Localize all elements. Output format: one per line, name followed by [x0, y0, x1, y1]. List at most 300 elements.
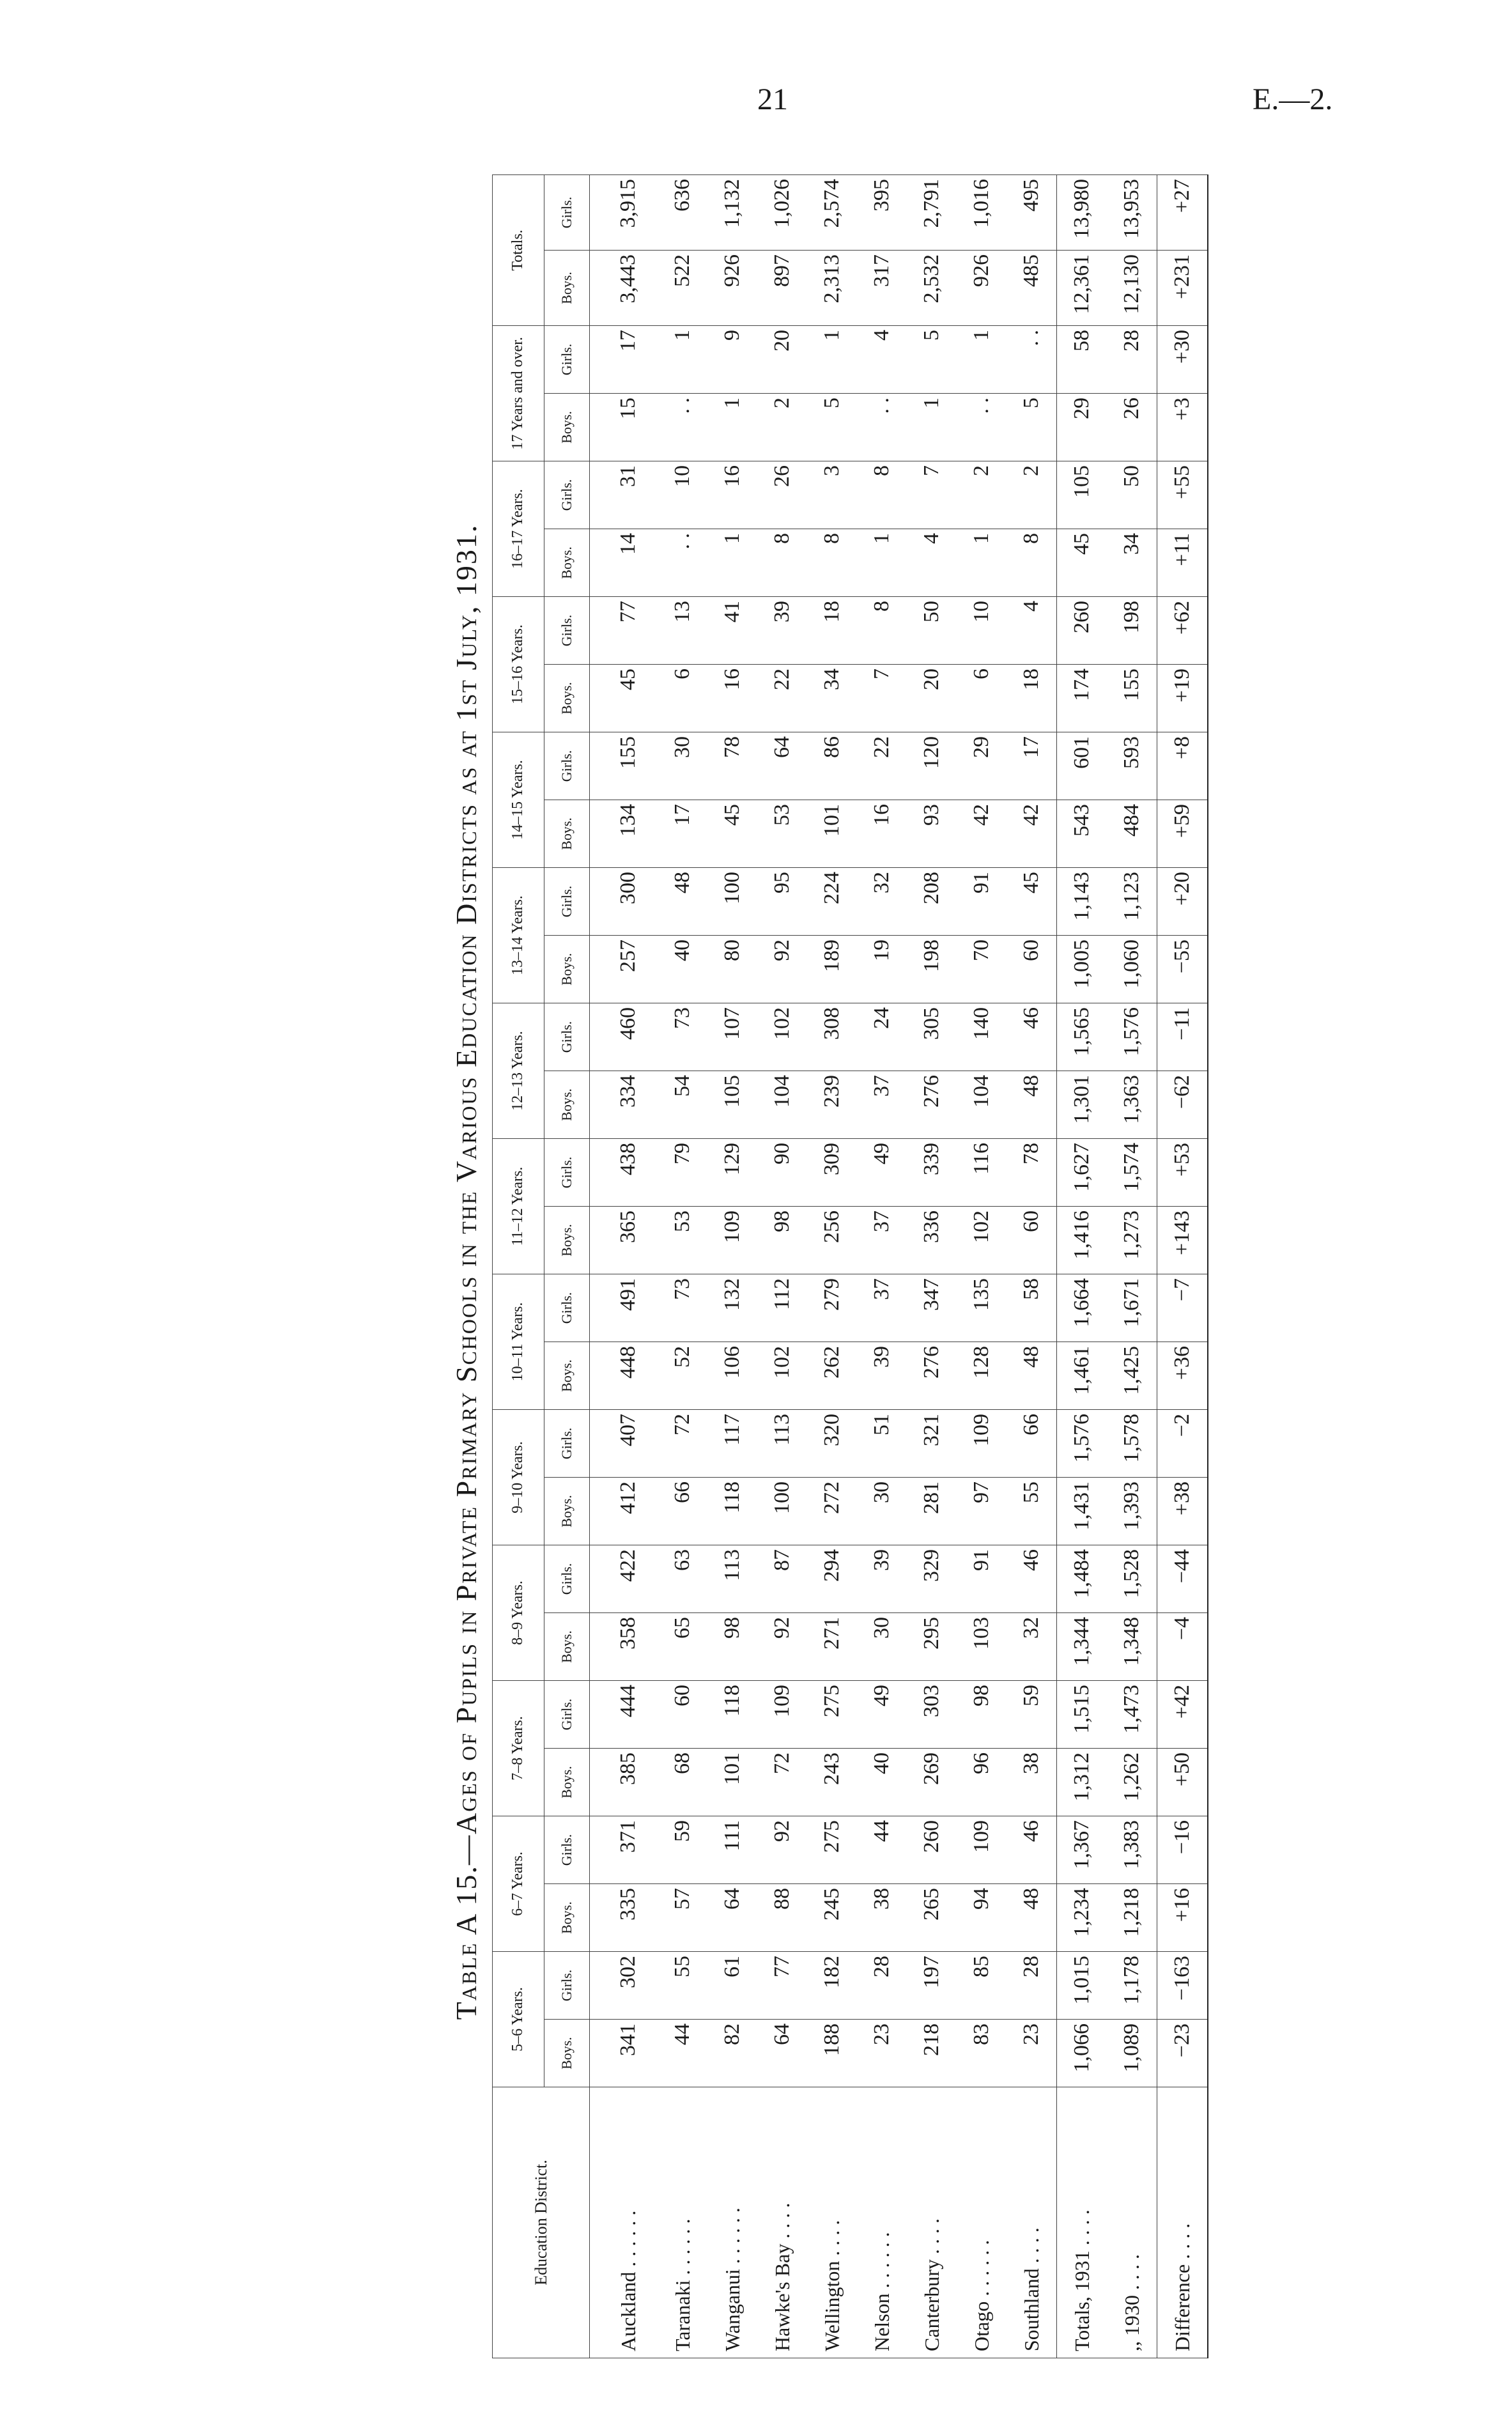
table-row [590, 174, 658, 2358]
table-cell: 1,578 [1107, 1410, 1157, 1478]
table-cell: +11 [1157, 529, 1208, 596]
table-cell: 109 [757, 1681, 807, 1749]
table-cell: 1,218 [1107, 1884, 1157, 1952]
table-cell: 46 [1007, 1816, 1057, 1884]
table-cell: 1 [707, 393, 757, 461]
table-cell: 5 [807, 393, 857, 461]
table-cell: 23 [857, 2020, 907, 2087]
table-cell: 5 [907, 325, 957, 393]
table-cell: 17 [1007, 732, 1057, 800]
table-cell: . . [1007, 325, 1057, 393]
table-cell: 1,273 [1107, 1206, 1157, 1274]
table-cell: 1 [957, 325, 1007, 393]
table-cell: 260 [907, 1816, 957, 1884]
table-cell: 224 [807, 867, 857, 935]
table-cell: 1,312 [1057, 1749, 1107, 1816]
table-cell: 102 [957, 1206, 1007, 1274]
table-cell: 132 [707, 1274, 757, 1342]
table-cell: 65 [658, 1613, 707, 1681]
table-cell: 64 [757, 2020, 807, 2087]
age-group-header: 7–8 Years. [493, 1681, 544, 1816]
table-cell: 1,473 [1107, 1681, 1157, 1749]
table-cell: +55 [1157, 461, 1208, 529]
table-cell: 1 [857, 529, 907, 596]
table-cell: 1,234 [1057, 1884, 1107, 1952]
table-cell: 20 [907, 664, 957, 732]
table-cell: 77 [590, 596, 658, 664]
table-cell: 385 [590, 1749, 658, 1816]
table-cell: +62 [1157, 596, 1208, 664]
table-cell: 1,132 [707, 174, 757, 250]
table-cell: 92 [757, 1613, 807, 1681]
age-group-header: Totals. [493, 174, 544, 325]
table-cell: 2 [957, 461, 1007, 529]
table-cell: +53 [1157, 1138, 1208, 1206]
table-cell: 495 [1007, 174, 1057, 250]
table-cell: 39 [757, 596, 807, 664]
table-cell: +38 [1157, 1478, 1208, 1545]
table-cell: 19 [857, 935, 907, 1003]
table-cell: 218 [907, 2020, 957, 2087]
table-cell: 321 [907, 1410, 957, 1478]
table-cell: 30 [857, 1613, 907, 1681]
table-cell: 63 [658, 1545, 707, 1613]
table-row [1107, 174, 1157, 2358]
table-cell: 1,015 [1057, 1952, 1107, 2020]
table-cell: 77 [757, 1952, 807, 2020]
table-cell: 134 [590, 800, 658, 867]
table-cell: +50 [1157, 1749, 1208, 1816]
table-cell: 96 [957, 1749, 1007, 1816]
table-cell: 37 [857, 1274, 907, 1342]
table-cell: 302 [590, 1952, 658, 2020]
table-cell: 305 [907, 1003, 957, 1071]
table-caption: —Ages of Pupils in Private Primary Schools in the Various Education Districts as at 1st July, 1931. [450, 523, 482, 1866]
age-group-header: 13–14 Years. [493, 867, 544, 1003]
page-number: 21 [757, 82, 788, 116]
table-cell: 522 [658, 250, 707, 325]
district-name: Taranaki . . . . . . [658, 2087, 707, 2358]
table-cell: 189 [807, 935, 857, 1003]
table-cell: 45 [590, 664, 658, 732]
table-cell: 140 [957, 1003, 1007, 1071]
table-cell: 29 [1057, 393, 1107, 461]
table-cell: +19 [1157, 664, 1208, 732]
table-cell: 28 [1007, 1952, 1057, 2020]
table-cell: 1,005 [1057, 935, 1107, 1003]
table-cell: 239 [807, 1071, 857, 1138]
table-cell: 1,393 [1107, 1478, 1157, 1545]
table-cell: 48 [1007, 1342, 1057, 1410]
table-cell: 17 [590, 325, 658, 393]
table-row [807, 174, 857, 2358]
table-cell: 295 [907, 1613, 957, 1681]
table-cell: 257 [590, 935, 658, 1003]
table-cell: 22 [757, 664, 807, 732]
table-cell: 92 [757, 935, 807, 1003]
table-cell: 281 [907, 1478, 957, 1545]
table-cell: 8 [757, 529, 807, 596]
table-cell: 38 [1007, 1749, 1057, 1816]
table-cell: 1,026 [757, 174, 807, 250]
table-cell: 64 [757, 732, 807, 800]
table-cell: 88 [757, 1884, 807, 1952]
table-cell: 23 [1007, 2020, 1057, 2087]
table-cell: 107 [707, 1003, 757, 1071]
table-cell: 32 [857, 867, 907, 935]
document-reference: E.—2. [1253, 82, 1333, 116]
age-group-header: 16–17 Years. [493, 461, 544, 596]
table-cell: 407 [590, 1410, 658, 1478]
table-cell: 7 [907, 461, 957, 529]
boys-subheader: Boys. [544, 250, 590, 325]
table-cell: 260 [1057, 596, 1107, 664]
table-cell: 70 [957, 935, 1007, 1003]
table-cell: 269 [907, 1749, 957, 1816]
table-cell: 412 [590, 1478, 658, 1545]
table-cell: 1,416 [1057, 1206, 1107, 1274]
table-cell: 109 [957, 1816, 1007, 1884]
table-cell: 40 [658, 935, 707, 1003]
table-cell: 4 [857, 325, 907, 393]
boys-subheader: Boys. [544, 1749, 590, 1816]
table-cell: 78 [707, 732, 757, 800]
table-cell: 113 [757, 1410, 807, 1478]
girls-subheader: Girls. [544, 1545, 590, 1613]
table-cell: 17 [658, 800, 707, 867]
table-cell: 104 [957, 1071, 1007, 1138]
table-cell: 78 [1007, 1138, 1057, 1206]
age-group-header: 6–7 Years. [493, 1816, 544, 1952]
girls-subheader: Girls. [544, 1816, 590, 1884]
table-cell: 45 [1007, 867, 1057, 935]
table-cell: 294 [807, 1545, 857, 1613]
table-cell: −2 [1157, 1410, 1208, 1478]
table-cell: 438 [590, 1138, 658, 1206]
table-cell: 1,367 [1057, 1816, 1107, 1884]
table-cell: 335 [590, 1884, 658, 1952]
age-group-header: 8–9 Years. [493, 1545, 544, 1681]
table-cell: 48 [1007, 1884, 1057, 1952]
table-cell: 1,576 [1107, 1003, 1157, 1071]
table-cell: 49 [857, 1681, 907, 1749]
table-cell: 2,532 [907, 250, 957, 325]
table-cell: 40 [857, 1749, 907, 1816]
table-cell: 94 [957, 1884, 1007, 1952]
table-cell: 2,313 [807, 250, 857, 325]
table-cell: 371 [590, 1816, 658, 1884]
table-cell: −62 [1157, 1071, 1208, 1138]
table-cell: 1,431 [1057, 1478, 1107, 1545]
age-group-header: 5–6 Years. [493, 1952, 544, 2087]
table-cell: 271 [807, 1613, 857, 1681]
table-cell: 116 [957, 1138, 1007, 1206]
table-cell: 1 [907, 393, 957, 461]
table-cell: +20 [1157, 867, 1208, 935]
table-cell: −163 [1157, 1952, 1208, 2020]
girls-subheader: Girls. [544, 1138, 590, 1206]
table-cell: −11 [1157, 1003, 1208, 1071]
table-cell: 12,130 [1107, 250, 1157, 325]
table-cell: 1,461 [1057, 1342, 1107, 1410]
table-cell: 112 [757, 1274, 807, 1342]
table-cell: 9 [707, 325, 757, 393]
table-cell: 87 [757, 1545, 807, 1613]
table-cell: 320 [807, 1410, 857, 1478]
table-cell: 20 [757, 325, 807, 393]
table-cell: 39 [857, 1545, 907, 1613]
table-cell: 60 [1007, 1206, 1057, 1274]
boys-subheader: Boys. [544, 1206, 590, 1274]
age-group-header: 15–16 Years. [493, 596, 544, 732]
table-cell: 86 [807, 732, 857, 800]
girls-subheader: Girls. [544, 732, 590, 800]
table-cell: 1,060 [1107, 935, 1157, 1003]
boys-subheader: Boys. [544, 935, 590, 1003]
table-cell: 1,016 [957, 174, 1007, 250]
table-cell: 8 [857, 461, 907, 529]
table-cell: +30 [1157, 325, 1208, 393]
table-cell: 1,671 [1107, 1274, 1157, 1342]
table-cell: 55 [1007, 1478, 1057, 1545]
table-row [757, 174, 807, 2358]
table-cell: 100 [707, 867, 757, 935]
table-cell: 1,574 [1107, 1138, 1157, 1206]
table-cell: +36 [1157, 1342, 1208, 1410]
table-cell: 926 [707, 250, 757, 325]
table-cell: 308 [807, 1003, 857, 1071]
table-cell: 2 [1007, 461, 1057, 529]
table-cell: 101 [807, 800, 857, 867]
table-cell: 265 [907, 1884, 957, 1952]
table-cell: 30 [658, 732, 707, 800]
table-cell: −23 [1157, 2020, 1208, 2087]
girls-subheader: Girls. [544, 596, 590, 664]
table-cell: 1,515 [1057, 1681, 1107, 1749]
table-cell: 29 [957, 732, 1007, 800]
table-cell: 1 [658, 325, 707, 393]
table-cell: 129 [707, 1138, 757, 1206]
table-cell: 92 [757, 1816, 807, 1884]
table-cell: 300 [590, 867, 658, 935]
table-cell: 601 [1057, 732, 1107, 800]
table-cell: 18 [807, 596, 857, 664]
table-cell: 46 [1007, 1003, 1057, 1071]
district-name: ,, 1930 . . . . [1107, 2087, 1157, 2358]
table-cell: 68 [658, 1749, 707, 1816]
boys-subheader: Boys. [544, 529, 590, 596]
table-cell: 1,089 [1107, 2020, 1157, 2087]
rotated-table-block [447, 178, 1227, 2358]
table-cell: 485 [1007, 250, 1057, 325]
table-cell: . . [857, 393, 907, 461]
table-row [1157, 174, 1208, 2358]
table-cell: 60 [658, 1681, 707, 1749]
age-group-header: 11–12 Years. [493, 1138, 544, 1274]
table-cell: 50 [907, 596, 957, 664]
table-cell: 15 [590, 393, 658, 461]
table-cell: 543 [1057, 800, 1107, 867]
table-cell: 90 [757, 1138, 807, 1206]
table-cell: 1,348 [1107, 1613, 1157, 1681]
table-cell: +3 [1157, 393, 1208, 461]
table-cell: 50 [1107, 461, 1157, 529]
table-title [447, 185, 486, 2358]
boys-subheader: Boys. [544, 1613, 590, 1681]
table-cell: 22 [857, 732, 907, 800]
table-cell: 4 [1007, 596, 1057, 664]
girls-subheader: Girls. [544, 867, 590, 935]
table-row [857, 174, 907, 2358]
table-cell: 7 [857, 664, 907, 732]
table-cell: 39 [857, 1342, 907, 1410]
table-cell: 2,574 [807, 174, 857, 250]
district-name: Hawke's Bay . . . . [757, 2087, 807, 2358]
table-cell: 42 [957, 800, 1007, 867]
table-cell: 113 [707, 1545, 757, 1613]
table-row [1007, 174, 1057, 2358]
table-row [1057, 174, 1107, 2358]
district-name: Canterbury . . . . [907, 2087, 957, 2358]
table-cell: 101 [707, 1749, 757, 1816]
table-cell: 444 [590, 1681, 658, 1749]
table-cell: 243 [807, 1749, 857, 1816]
age-group-header: 10–11 Years. [493, 1274, 544, 1409]
table-cell: 135 [957, 1274, 1007, 1342]
table-cell: 13 [658, 596, 707, 664]
table-cell: 593 [1107, 732, 1157, 800]
table-cell: 44 [857, 1816, 907, 1884]
table-cell: 1 [707, 529, 757, 596]
table-row [707, 174, 757, 2358]
table-cell: 1,484 [1057, 1545, 1107, 1613]
table-cell: 155 [1107, 664, 1157, 732]
table-cell: 16 [857, 800, 907, 867]
table-cell: 31 [590, 461, 658, 529]
boys-subheader: Boys. [544, 393, 590, 461]
table-cell: 106 [707, 1342, 757, 1410]
table-cell: 460 [590, 1003, 658, 1071]
table-cell: 155 [590, 732, 658, 800]
table-cell: 34 [807, 664, 857, 732]
table-cell: −44 [1157, 1545, 1208, 1613]
girls-subheader: Girls. [544, 1681, 590, 1749]
table-cell: 491 [590, 1274, 658, 1342]
table-cell: 49 [857, 1138, 907, 1206]
district-name: Difference . . . . [1157, 2087, 1208, 2358]
table-cell: 341 [590, 2020, 658, 2087]
table-cell: 53 [757, 800, 807, 867]
table-cell: 58 [1007, 1274, 1057, 1342]
table-cell: 60 [1007, 935, 1057, 1003]
table-cell: 358 [590, 1613, 658, 1681]
table-cell: 262 [807, 1342, 857, 1410]
table-cell: 3 [807, 461, 857, 529]
table-cell: 1,143 [1057, 867, 1107, 935]
table-cell: 32 [1007, 1613, 1057, 1681]
table-cell: 118 [707, 1681, 757, 1749]
table-cell: 79 [658, 1138, 707, 1206]
table-cell: 309 [807, 1138, 857, 1206]
boys-subheader: Boys. [544, 800, 590, 867]
table-number: Table A 15. [450, 1865, 482, 2020]
table-cell: 103 [957, 1613, 1007, 1681]
table-cell: 95 [757, 867, 807, 935]
table-cell: 334 [590, 1071, 658, 1138]
table-cell: 13,953 [1107, 174, 1157, 250]
table-cell: 448 [590, 1342, 658, 1410]
table-cell: 1,565 [1057, 1003, 1107, 1071]
table-cell: 1,383 [1107, 1816, 1157, 1884]
table-cell: 2 [757, 393, 807, 461]
boys-subheader: Boys. [544, 1884, 590, 1952]
girls-subheader: Girls. [544, 325, 590, 393]
table-row [658, 174, 707, 2358]
table-cell: 339 [907, 1138, 957, 1206]
table-cell: 276 [907, 1071, 957, 1138]
table-cell: 1,123 [1107, 867, 1157, 935]
table-cell: 98 [957, 1681, 1007, 1749]
table-cell: 105 [1057, 461, 1107, 529]
table-cell: 26 [1107, 393, 1157, 461]
table-cell: 1,363 [1107, 1071, 1157, 1138]
table-cell: 83 [957, 2020, 1007, 2087]
age-group-header: 14–15 Years. [493, 732, 544, 867]
girls-subheader: Girls. [544, 174, 590, 250]
table-cell: 73 [658, 1274, 707, 1342]
table-cell: 37 [857, 1206, 907, 1274]
table-cell: 109 [707, 1206, 757, 1274]
table-cell: 1,425 [1107, 1342, 1157, 1410]
table-cell: 28 [1107, 325, 1157, 393]
table-cell: 1,178 [1107, 1952, 1157, 2020]
age-group-header: 12–13 Years. [493, 1003, 544, 1138]
table-cell: 41 [707, 596, 757, 664]
table-cell: +143 [1157, 1206, 1208, 1274]
table-cell: 80 [707, 935, 757, 1003]
table-cell: 72 [757, 1749, 807, 1816]
table-cell: 897 [757, 250, 807, 325]
table-cell: 198 [1107, 596, 1157, 664]
district-name: Nelson . . . . . . [857, 2087, 907, 2358]
table-cell: 73 [658, 1003, 707, 1071]
table-cell: 198 [907, 935, 957, 1003]
table-cell: 275 [807, 1681, 857, 1749]
table-cell: 98 [707, 1613, 757, 1681]
table-cell: 66 [658, 1478, 707, 1545]
table-cell: 13,980 [1057, 174, 1107, 250]
table-cell: +8 [1157, 732, 1208, 800]
table-cell: 97 [957, 1478, 1007, 1545]
table-cell: 1 [957, 529, 1007, 596]
table-cell: 24 [857, 1003, 907, 1071]
table-cell: 28 [857, 1952, 907, 2020]
table-cell: 347 [907, 1274, 957, 1342]
table-cell: 38 [857, 1884, 907, 1952]
district-name: Auckland . . . . . . [590, 2087, 658, 2358]
table-cell: 197 [907, 1952, 957, 2020]
table-cell: 98 [757, 1206, 807, 1274]
table-cell: 10 [658, 461, 707, 529]
table-cell: 1,344 [1057, 1613, 1107, 1681]
girls-subheader: Girls. [544, 1003, 590, 1071]
table-cell: 14 [590, 529, 658, 596]
table-cell: 16 [707, 461, 757, 529]
table-cell: 4 [907, 529, 957, 596]
table-cell: 926 [957, 250, 1007, 325]
table-cell: 2,791 [907, 174, 957, 250]
table-cell: 46 [1007, 1545, 1057, 1613]
